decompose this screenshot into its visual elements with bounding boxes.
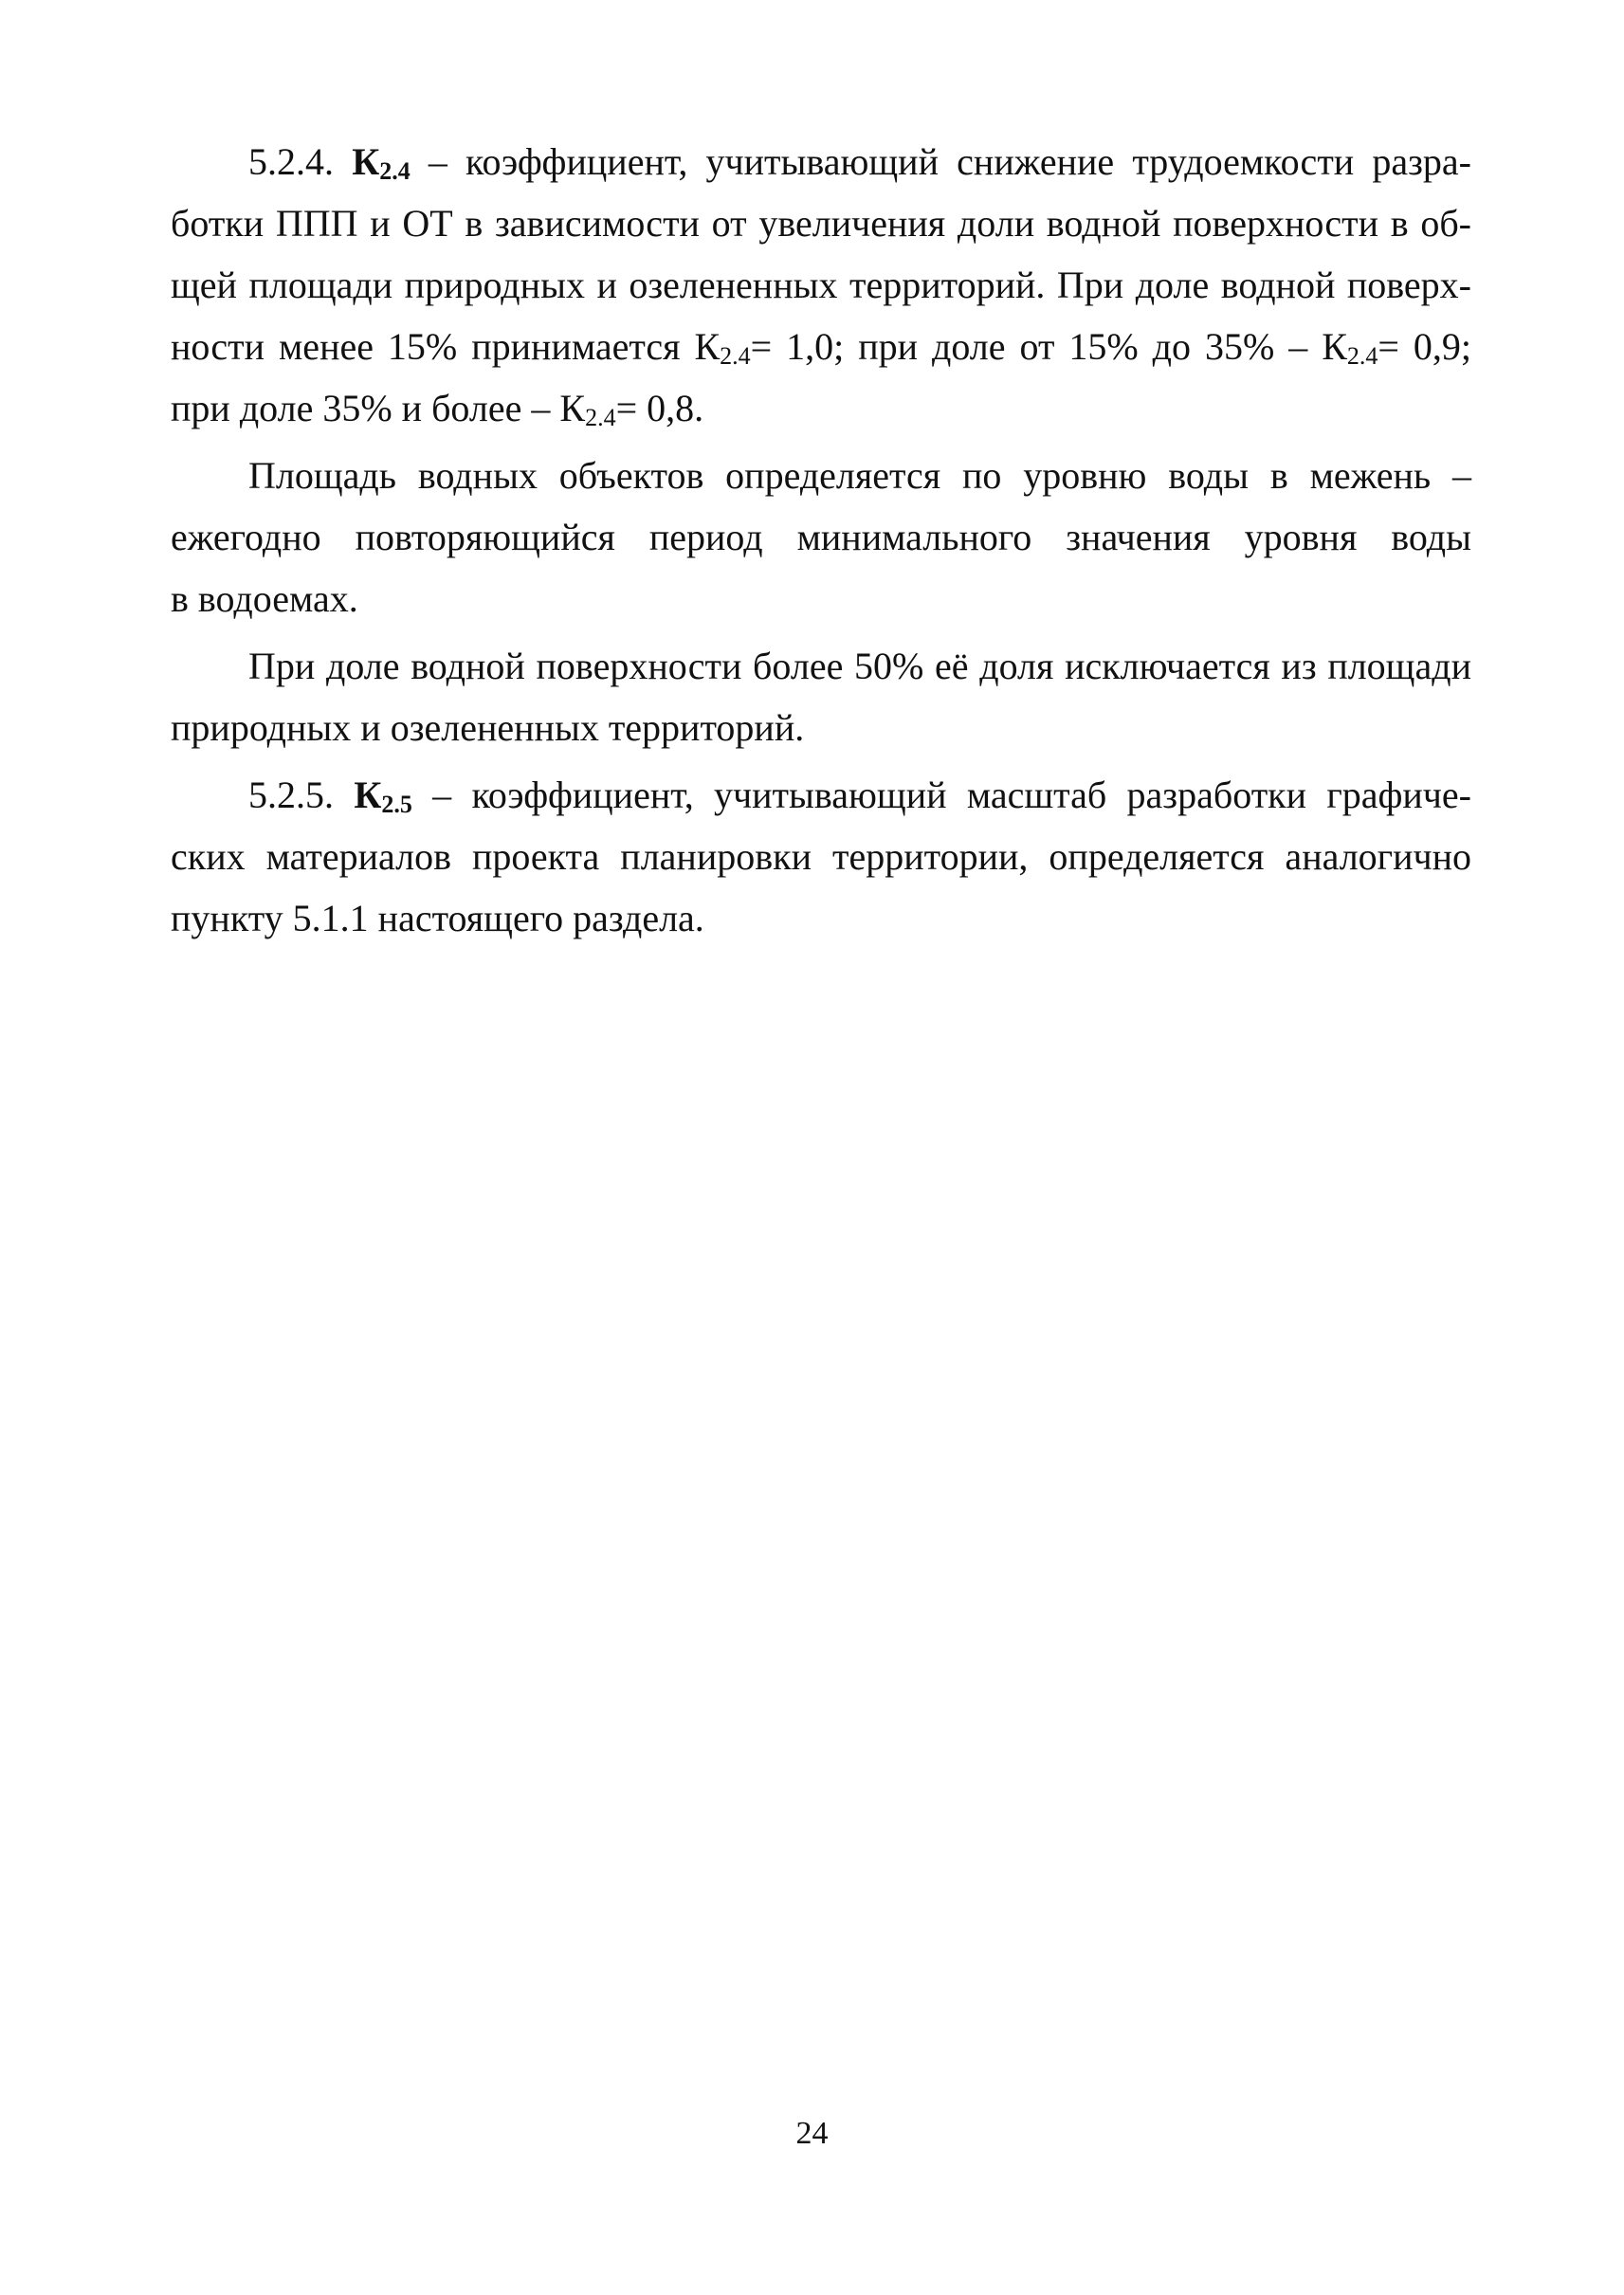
text-line: При доле водной поверхности более 50% её доля исключается из площади xyxy=(248,645,1471,687)
text-line: природных и озелененных территорий. xyxy=(171,706,805,749)
text-line: пункту 5.1.1 настоящего раздела. xyxy=(171,897,704,939)
coefficient-subscript: 2.4 xyxy=(720,342,751,370)
text-line: ежегодно повторяющийся период минимального значения уровня воды xyxy=(171,516,1471,558)
paragraph-p-water xyxy=(171,445,1471,629)
text-line: ботки ППП и ОТ в зависимости от увеличения доли водной поверхности в об- xyxy=(171,202,1471,245)
text-line: ности менее 15% принимается $К_{2.4}= 1,0$; при доле от 15% до $35\% - К_{2.4}= 0,9$; xyxy=(171,325,1471,370)
text-line: ских материалов проекта планировки территории, определяется аналогично xyxy=(171,835,1471,878)
coefficient-subscript: 2.5 xyxy=(381,791,412,818)
coefficient-subscript: 2.4 xyxy=(1346,342,1378,370)
text-line: щей площади природных и озелененных территорий. При доле водной поверх- xyxy=(171,264,1471,306)
coefficient-symbol: К xyxy=(352,140,380,183)
paragraph-p-5-2-4 xyxy=(171,131,1471,439)
text-line: 5.2.5. $К_{2.5}$ – коэффициент, учитывающий масштаб разработки графиче- xyxy=(248,774,1471,818)
text-line: 5.2.4. $К_{2.4}$ – коэффициент, учитывающий снижение трудоемкости разра- xyxy=(248,140,1472,185)
coefficient-subscript: 2.4 xyxy=(585,404,616,431)
paragraph-p-50 xyxy=(171,635,1471,758)
text-line: Площадь водных объектов определяется по уровню воды в межень – xyxy=(248,454,1471,497)
coefficient-symbol: К xyxy=(354,774,382,816)
text-line: при доле 35% и более – $К_{2.4}= 0,8$. xyxy=(171,387,704,431)
paragraph-p-5-2-5 xyxy=(171,764,1471,949)
text-line: в водоемах. xyxy=(171,577,358,620)
coefficient-subscript: 2.4 xyxy=(379,157,411,185)
body-text xyxy=(171,131,1471,955)
page-number: 24 xyxy=(795,2116,829,2151)
